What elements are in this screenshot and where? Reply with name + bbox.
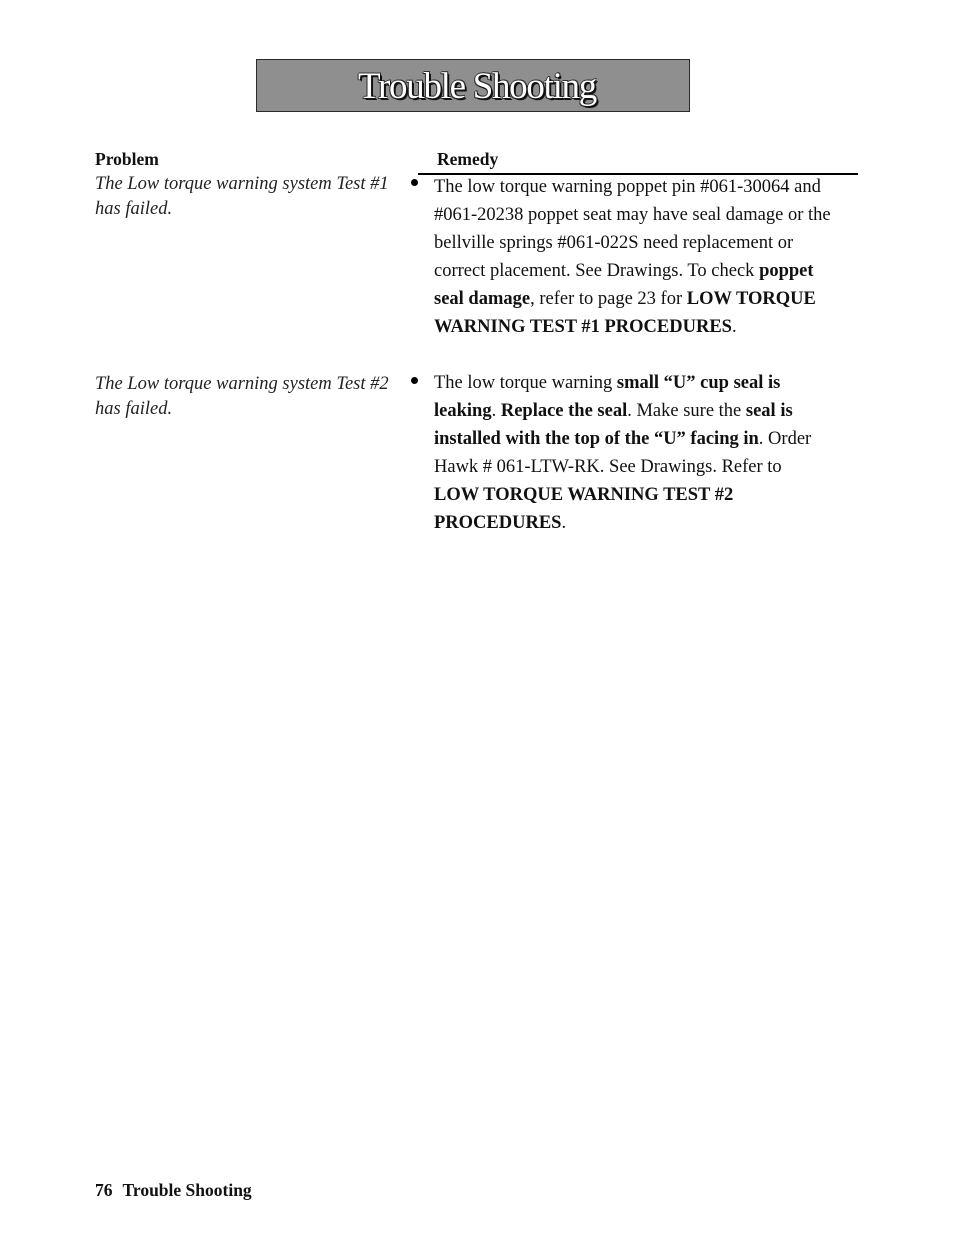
remedy-line	[434, 481, 811, 509]
remedy-text-segment: bellville springs #061-022S need replacement or	[434, 233, 794, 253]
remedy-text-segment: The low torque warning poppet pin #061-30064 and	[434, 177, 821, 197]
remedy-emphasis: PROCEDURES	[434, 513, 562, 533]
remedy-text-segment: .	[491, 401, 501, 421]
remedy-line	[434, 397, 811, 425]
remedy-emphasis: LOW TORQUE	[686, 289, 816, 309]
page-title-banner	[256, 59, 690, 112]
remedy-line	[434, 369, 811, 397]
remedy-line	[434, 285, 831, 313]
problem-line: The Low torque warning system Test #1	[95, 174, 389, 194]
bullet-icon	[411, 377, 418, 384]
remedy-line	[434, 201, 831, 229]
remedy-emphasis: LOW TORQUE WARNING TEST #2	[434, 485, 734, 505]
page-footer	[95, 1179, 252, 1201]
remedy-text-segment: .	[731, 317, 737, 337]
problem-line: has failed.	[95, 399, 173, 419]
remedy-text-segment: #061-20238 poppet seat may have seal damage or the	[434, 205, 831, 225]
remedy-text-segment: The low torque warning	[434, 373, 617, 393]
page-number: 76	[95, 1180, 113, 1200]
problem-column-header: Problem	[95, 149, 159, 169]
remedy-text	[434, 369, 811, 537]
remedy-text-segment: . Order	[758, 429, 812, 449]
remedy-text-segment: , refer to page 23 for	[530, 289, 687, 309]
problem-line: has failed.	[95, 199, 173, 219]
remedy-emphasis: leaking	[434, 401, 492, 421]
remedy-line	[434, 453, 811, 481]
remedy-emphasis: installed with the top of the “U” facing in	[434, 429, 759, 449]
bullet-icon	[411, 179, 418, 186]
problem-text	[95, 372, 389, 422]
remedy-line	[434, 173, 831, 201]
remedy-text-segment: .	[561, 513, 567, 533]
remedy-emphasis: small “U” cup seal is	[616, 373, 781, 393]
remedy-line	[434, 229, 831, 257]
remedy-emphasis: WARNING TEST #1 PROCEDURES	[434, 317, 732, 337]
remedy-emphasis: seal is	[745, 401, 793, 421]
remedy-emphasis: poppet	[759, 261, 814, 281]
remedy-line	[434, 509, 811, 537]
remedy-line	[434, 257, 831, 285]
remedy-line	[434, 425, 811, 453]
page-title: Trouble Shooting	[358, 66, 596, 107]
remedy-emphasis: seal damage	[434, 289, 531, 309]
remedy-column-header: Remedy	[437, 149, 499, 169]
remedy-text-segment: correct placement. See Drawings. To check	[434, 261, 760, 281]
remedy-text	[434, 173, 831, 341]
problem-text	[95, 172, 389, 222]
remedy-text-segment: Hawk # 061-LTW-RK. See Drawings. Refer to	[434, 457, 782, 477]
problem-line: The Low torque warning system Test #2	[95, 374, 389, 394]
remedy-emphasis: Replace the seal	[500, 401, 628, 421]
remedy-line	[434, 313, 831, 341]
footer-section-title: Trouble Shooting	[122, 1180, 252, 1200]
remedy-text-segment: . Make sure the	[627, 401, 746, 421]
